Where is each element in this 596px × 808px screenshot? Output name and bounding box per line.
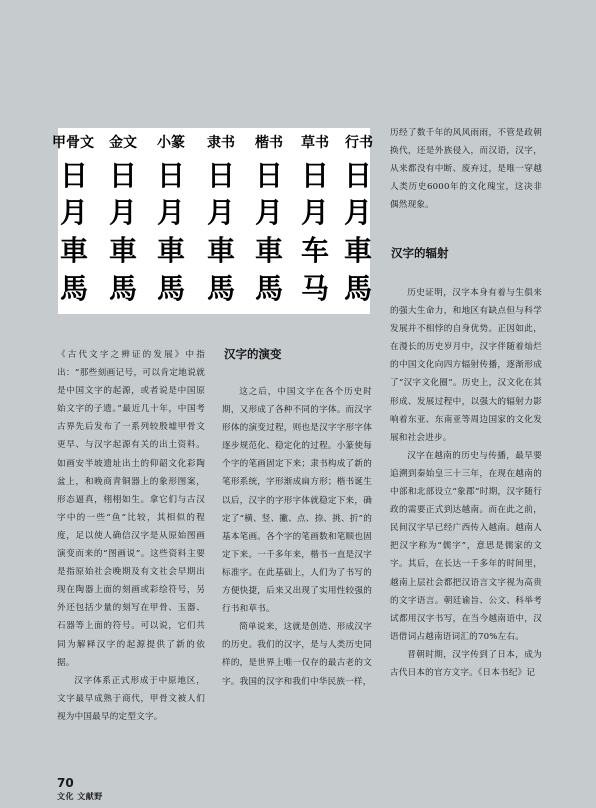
glyph-grid xyxy=(58,158,370,314)
paragraph: 《古代文字之辨证的发展》中指出：“那些刻画记号，可以肯定地说就是中国文字的起源，或者说是中国原始文字的子遗。”最近几十年，中国考古界先后发布了一系列较殷墟甲骨文更早、与汉字起源有关的出土资料。如画安半坡遗址出土的仰韶文化彩陶盆上，和晚商青铜器上的象形图案，形态逼真，栩栩如生。拿它们与古汉字中的一些“鱼”比较，其相似的程度，足以使人确信汉字是从原始图画演变而来的“图画说”。这些资料主要是指原始社会晚期及有文社会早期出现在陶器上面的刻画或彩绘符号，另外还包括少量的刻写在甲骨、玉器、石器等上面的符号。可以说，它们共同为解释汉字的起源提供了新的依据。 xyxy=(57,350,205,668)
figure-header-row xyxy=(52,132,373,154)
glyph-moon-oracle: 月 xyxy=(59,196,88,229)
glyph-sun-oracle: 日 xyxy=(59,159,88,192)
script-evolution-figure xyxy=(52,128,373,314)
magazine-name: 文化 文献野 xyxy=(57,792,103,801)
glyph-sun-regular: 日 xyxy=(254,159,283,192)
glyph-moon-clerical: 月 xyxy=(206,196,235,229)
glyph-sun-bronze: 日 xyxy=(108,159,137,192)
right-top-text-column xyxy=(390,124,542,214)
glyph-horse-running: 馬 xyxy=(343,272,372,305)
left-text-column xyxy=(57,346,205,726)
paragraph: 历经了数千年的风风雨雨，不管是政朝换代，还是外族侵入，而汉语，汉字，从来都没有中断、废弃过，是唯一穿越人类历史6000年的文化瑰宝，这决非偶然现象。 xyxy=(390,128,542,211)
paragraph: 汉字体系正式形成于中原地区，文字最早成熟于商代，甲骨文被人们视为中国最早的定型文字。 xyxy=(57,675,205,722)
glyph-moon-cursive: 月 xyxy=(300,196,329,229)
paragraph: 简单说来，这就是创造、形成汉字的历史。我们的汉字，是与人类历史同样的，是世界上唯一仅存的最古老的文字。我国的汉字和我们中华民族一样， xyxy=(222,622,372,687)
glyph-horse-seal: 馬 xyxy=(156,272,185,305)
glyph-horse-regular: 馬 xyxy=(254,272,283,305)
glyph-horse-bronze: 馬 xyxy=(108,272,137,305)
section-heading-radiation: 汉字的辐射 xyxy=(391,246,449,260)
header-cursive: 草书 xyxy=(301,135,329,151)
glyph-moon-bronze: 月 xyxy=(108,196,137,229)
paragraph: 晋朝时期，汉字传到了日本，成为古代日本的官方文字。《日本书纪》记 xyxy=(390,649,542,678)
paragraph: 历史证明，汉字本身有着与生俱来的强大生命力，和地区有缺点但与科学发展并不相悖的自身优势。正因如此，在漫长的历史岁月中，汉字伴随着灿烂的中国文化向四方辐射传播，逐渐形成了“汉字文化圈”。历史上，汉文化在其形成、发展过程中，以强大的辐射力影响着东亚、东南亚等周边国家的文化发展和社会进步。 xyxy=(390,288,542,443)
glyph-cart-seal: 車 xyxy=(156,234,185,267)
header-oracle-bone: 甲骨文 xyxy=(52,135,94,151)
glyph-cart-cursive: 车 xyxy=(300,234,329,267)
header-bronze: 金文 xyxy=(109,135,137,151)
paragraph: 汉字在越南的历史与传播，最早要追溯到秦始皇三十三年，在现在越南的中部和北部设立“象郡”时期，汉字随行政的需要正式到达越南。而在此之前，民间汉字早已经广西传入越南。越南人把汉字称为“儒字”，意思是儒家的文字。其后，在长达一千多年的时间里，越南上层社会都把汉语言文字视为高贵的文字语言。朝廷谕旨、公文、科举考试都用汉字书写，在当今越南语中，汉语借词占越南语词汇的70%左右。 xyxy=(390,450,542,642)
glyph-horse-clerical: 馬 xyxy=(206,272,235,305)
middle-text-column xyxy=(222,383,372,691)
right-bottom-text-column xyxy=(390,284,542,682)
glyph-moon-regular: 月 xyxy=(254,196,283,229)
glyph-horse-cursive: 马 xyxy=(300,272,329,305)
glyph-cart-clerical: 車 xyxy=(206,234,235,267)
glyph-sun-cursive: 日 xyxy=(300,159,329,192)
header-clerical: 隶书 xyxy=(207,135,235,151)
paragraph: 这之后，中国文字在各个历史时期，又形成了各种不同的字体。而汉字形体的演变过程，则也是汉字字形字体逐步规范化、稳定化的过程。小篆使每个字的笔画固定下来；隶书构成了新的笔形系统，字形渐成扁方形；楷书诞生以后，汉字的字形字体就稳定下来，确定了“横、竖、撇、点、捺、挑、折”的基本笔画。各个字的笔画数和笔顺也固定下来。一千多年来，楷书一直是汉字标准字。在此基础上，人们为了书写的方便快捷，后来又出现了实用性较强的行书和草书。 xyxy=(222,387,372,615)
glyph-moon-seal: 月 xyxy=(156,196,185,229)
glyph-moon-running: 月 xyxy=(343,196,372,229)
glyph-cart-regular: 車 xyxy=(254,234,283,267)
glyph-sun-clerical: 日 xyxy=(206,159,235,192)
glyph-sun-running: 日 xyxy=(343,159,372,192)
section-heading-evolution: 汉字的演变 xyxy=(224,347,282,361)
glyph-cart-oracle: 車 xyxy=(59,234,88,267)
page-number: 70 xyxy=(57,776,74,790)
glyph-cart-bronze: 車 xyxy=(108,234,137,267)
glyph-sun-seal: 日 xyxy=(156,159,185,192)
header-small-seal: 小篆 xyxy=(157,135,185,151)
header-running: 行书 xyxy=(345,135,373,151)
glyph-horse-oracle: 馬 xyxy=(59,272,88,305)
glyph-cart-running: 車 xyxy=(343,234,372,267)
header-regular: 楷书 xyxy=(255,135,283,151)
